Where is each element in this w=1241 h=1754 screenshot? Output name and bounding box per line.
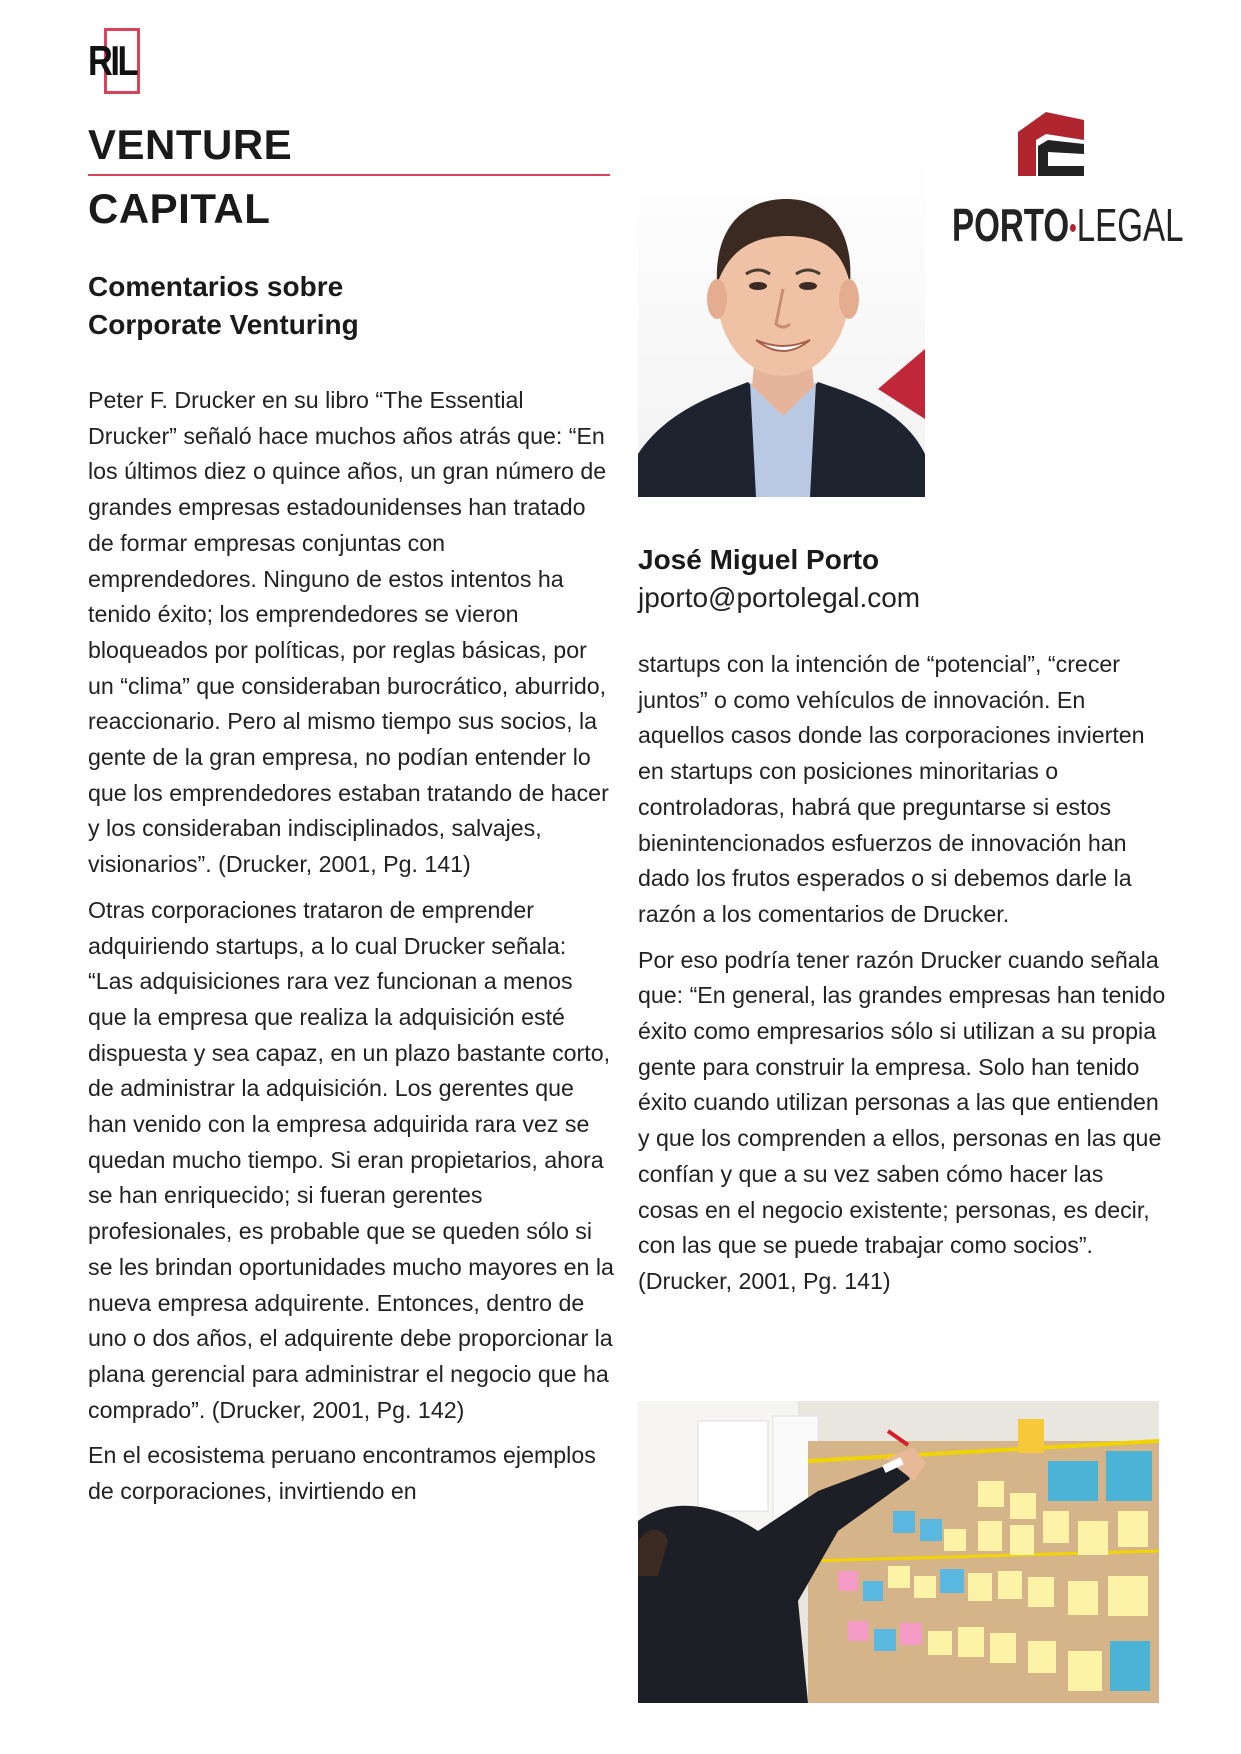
title-divider bbox=[88, 174, 610, 176]
article-subtitle-line-1: Comentarios sobre bbox=[88, 271, 344, 302]
porto-legal-word-1: PORTO bbox=[952, 199, 1070, 251]
article-subtitle-line-2: Corporate Venturing bbox=[88, 309, 359, 340]
porto-legal-separator: • bbox=[1069, 211, 1077, 245]
ril-logo bbox=[88, 28, 146, 98]
sticky-notes-wall-image bbox=[638, 1401, 1159, 1703]
paragraph: Peter F. Drucker en su libro “The Essential Drucker” señaló hace muchos años atrás que: “En los últimos diez o quince años, un gran número de grandes empresas estadounidenses han tratado de formar empresas conjuntas con emprendedores. Ninguno de estos intentos ha tenido éxito; los emprendedores se vieron bloqueados por políticas, por reglas básicas, por un “clima” que consideraban burocrático, aburrido, reaccionario. Pero al mismo tiempo sus socios, la gente de la gran empresa, no podían entender lo que los emprendedores estaban tratando de hacer y los consideraban indisciplinados, salvajes, visionarios”. (Drucker, 2001, Pg. 141) bbox=[88, 387, 609, 878]
author-email: jporto@portolegal.com bbox=[638, 582, 921, 613]
ril-logo-text: RIL bbox=[88, 37, 137, 84]
article-column-right bbox=[638, 647, 1166, 1300]
paragraph: startups con la intención de “potencial”, “crecer juntos” o como vehículos de innovación. En aquellos casos donde las corporaciones invierten en startups con posiciones minoritarias o controladoras, habrá que preguntarse si estos bienintencionados esfuerzos de innovación han dado los frutos esperados o si debemos darle la razón a los comentarios de Drucker. bbox=[638, 651, 1145, 927]
author-name: José Miguel Porto bbox=[638, 544, 880, 575]
article-subtitle bbox=[88, 268, 608, 344]
porto-legal-emblem bbox=[1018, 112, 1088, 180]
porto-legal-logo bbox=[950, 112, 1184, 252]
meeting-photo bbox=[638, 1401, 1159, 1703]
porto-legal-word-2: LEGAL bbox=[1076, 199, 1184, 251]
paragraph: En el ecosistema peruano encontramos ejemplos de corporaciones, invirtiendo en bbox=[88, 1442, 596, 1505]
paragraph: Por eso podría tener razón Drucker cuando señala que: “En general, las grandes empresas han tenido éxito como empresarios sólo si utilizan a su propia gente para construir la empresa. Solo han tenido éxito cuando utilizan personas a las que entienden y que los comprenden a ellos, personas en las que confían y que a su vez saben cómo hacer las cosas en el negocio existente; personas, es decir, con las que se puede trabajar como socios”. (Drucker, 2001, Pg. 141) bbox=[638, 946, 1166, 1294]
section-title-line-2: CAPITAL bbox=[88, 185, 271, 232]
article-column-left bbox=[88, 383, 616, 1510]
author-portrait-image bbox=[638, 154, 925, 497]
section-title-line-1: VENTURE bbox=[88, 121, 293, 168]
paragraph: Otras corporaciones trataron de emprender adquiriendo startups, a lo cual Drucker señala: “Las adquisiciones rara vez funcionan a menos que la empresa que realiza la adquisición esté dispuesta y sea capaz, en un plazo bastante corto, de administrar la adquisición. Los gerentes que han venido con la empresa adquirida rara vez se quedan mucho tiempo. Si eran propietarios, ahora se han enriquecido; si fueran gerentes profesionales, es probable que se queden sólo si se les brindan oportunidades mucho mayores en la nueva empresa adquirente. Entonces, dentro de uno o dos años, el adquirente debe proporcionar la plana gerencial para administrar el negocio que ha comprado”. (Drucker, 2001, Pg. 142) bbox=[88, 896, 614, 1423]
author-portrait bbox=[638, 154, 925, 497]
porto-legal-wordmark bbox=[952, 199, 1184, 251]
